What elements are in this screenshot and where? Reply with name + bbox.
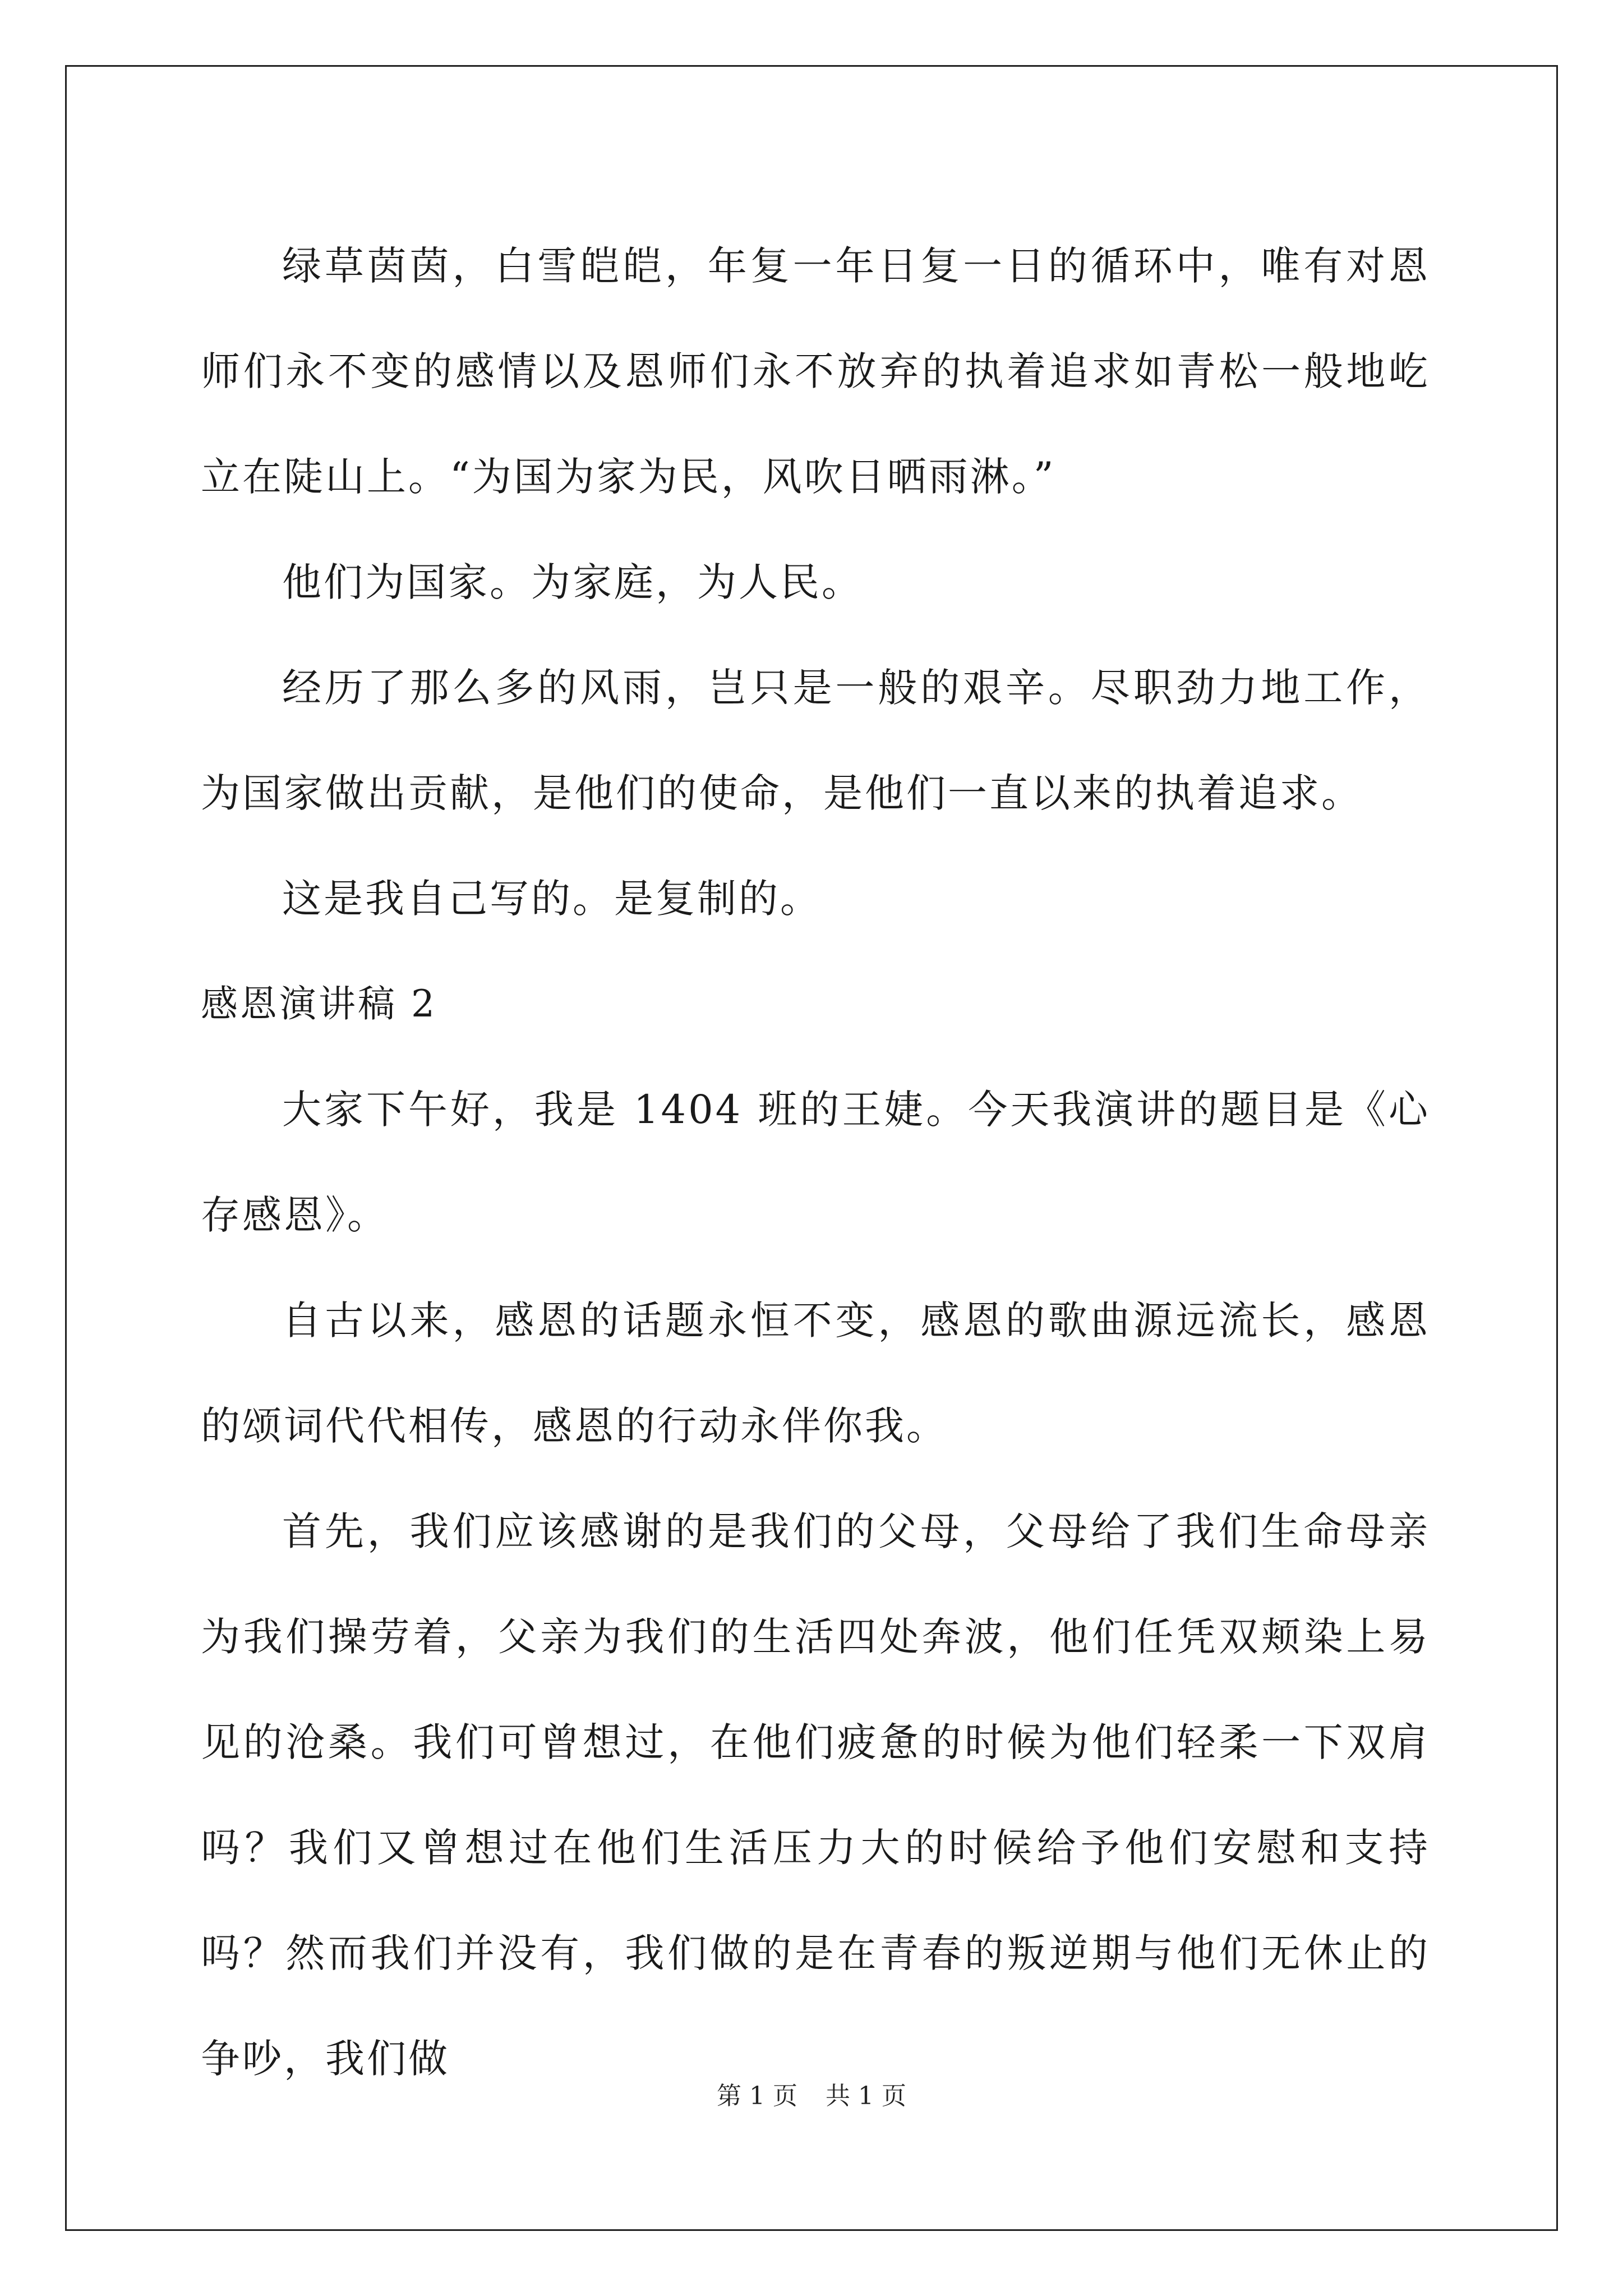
paragraph: 绿草茵茵，白雪皑皑，年复一年日复一日的循环中，唯有对恩师们永不变的感情以及恩师们永不放弃的执着追求如青松一般地屹立在陡山上。“为国为家为民，风吹日晒雨淋。” [201,243,1430,500]
paragraph: 大家下午好，我是 1404 班的王婕。今天我演讲的题目是《心存感恩》。 [201,1087,1430,1238]
section-heading: 感恩演讲稿 2 [201,982,437,1025]
paragraph: 他们为国家。为家庭，为人民。 [282,559,863,605]
paragraph: 经历了那么多的风雨，岂只是一般的艰辛。尽职劲力地工作，为国家做出贡献，是他们的使命，是他们一直以来的执着追求。 [201,665,1430,816]
page-footer [0,2076,1623,2111]
paragraph: 自古以来，感恩的话题永恒不变，感恩的歌曲源远流长，感恩的颂词代代相传，感恩的行动永伴你我。 [201,1297,1430,1449]
page-total: 共 1 页 [826,2082,906,2110]
page-number: 第 1 页 [717,2082,797,2110]
document-body [201,213,1430,2111]
paragraph: 这是我自己写的。是复制的。 [282,876,822,922]
paragraph: 首先，我们应该感谢的是我们的父母，父母给了我们生命母亲为我们操劳着，父亲为我们的生活四处奔波，他们任凭双颊染上易见的沧桑。我们可曾想过，在他们疲惫的时候为他们轻柔一下双肩吗？我们又曾想过在他们生活压力大的时候给予他们安慰和支持吗？然而我们并没有，我们做的是在青春的叛逆期与他们无休止的争吵，我们做 [201,1508,1430,2082]
